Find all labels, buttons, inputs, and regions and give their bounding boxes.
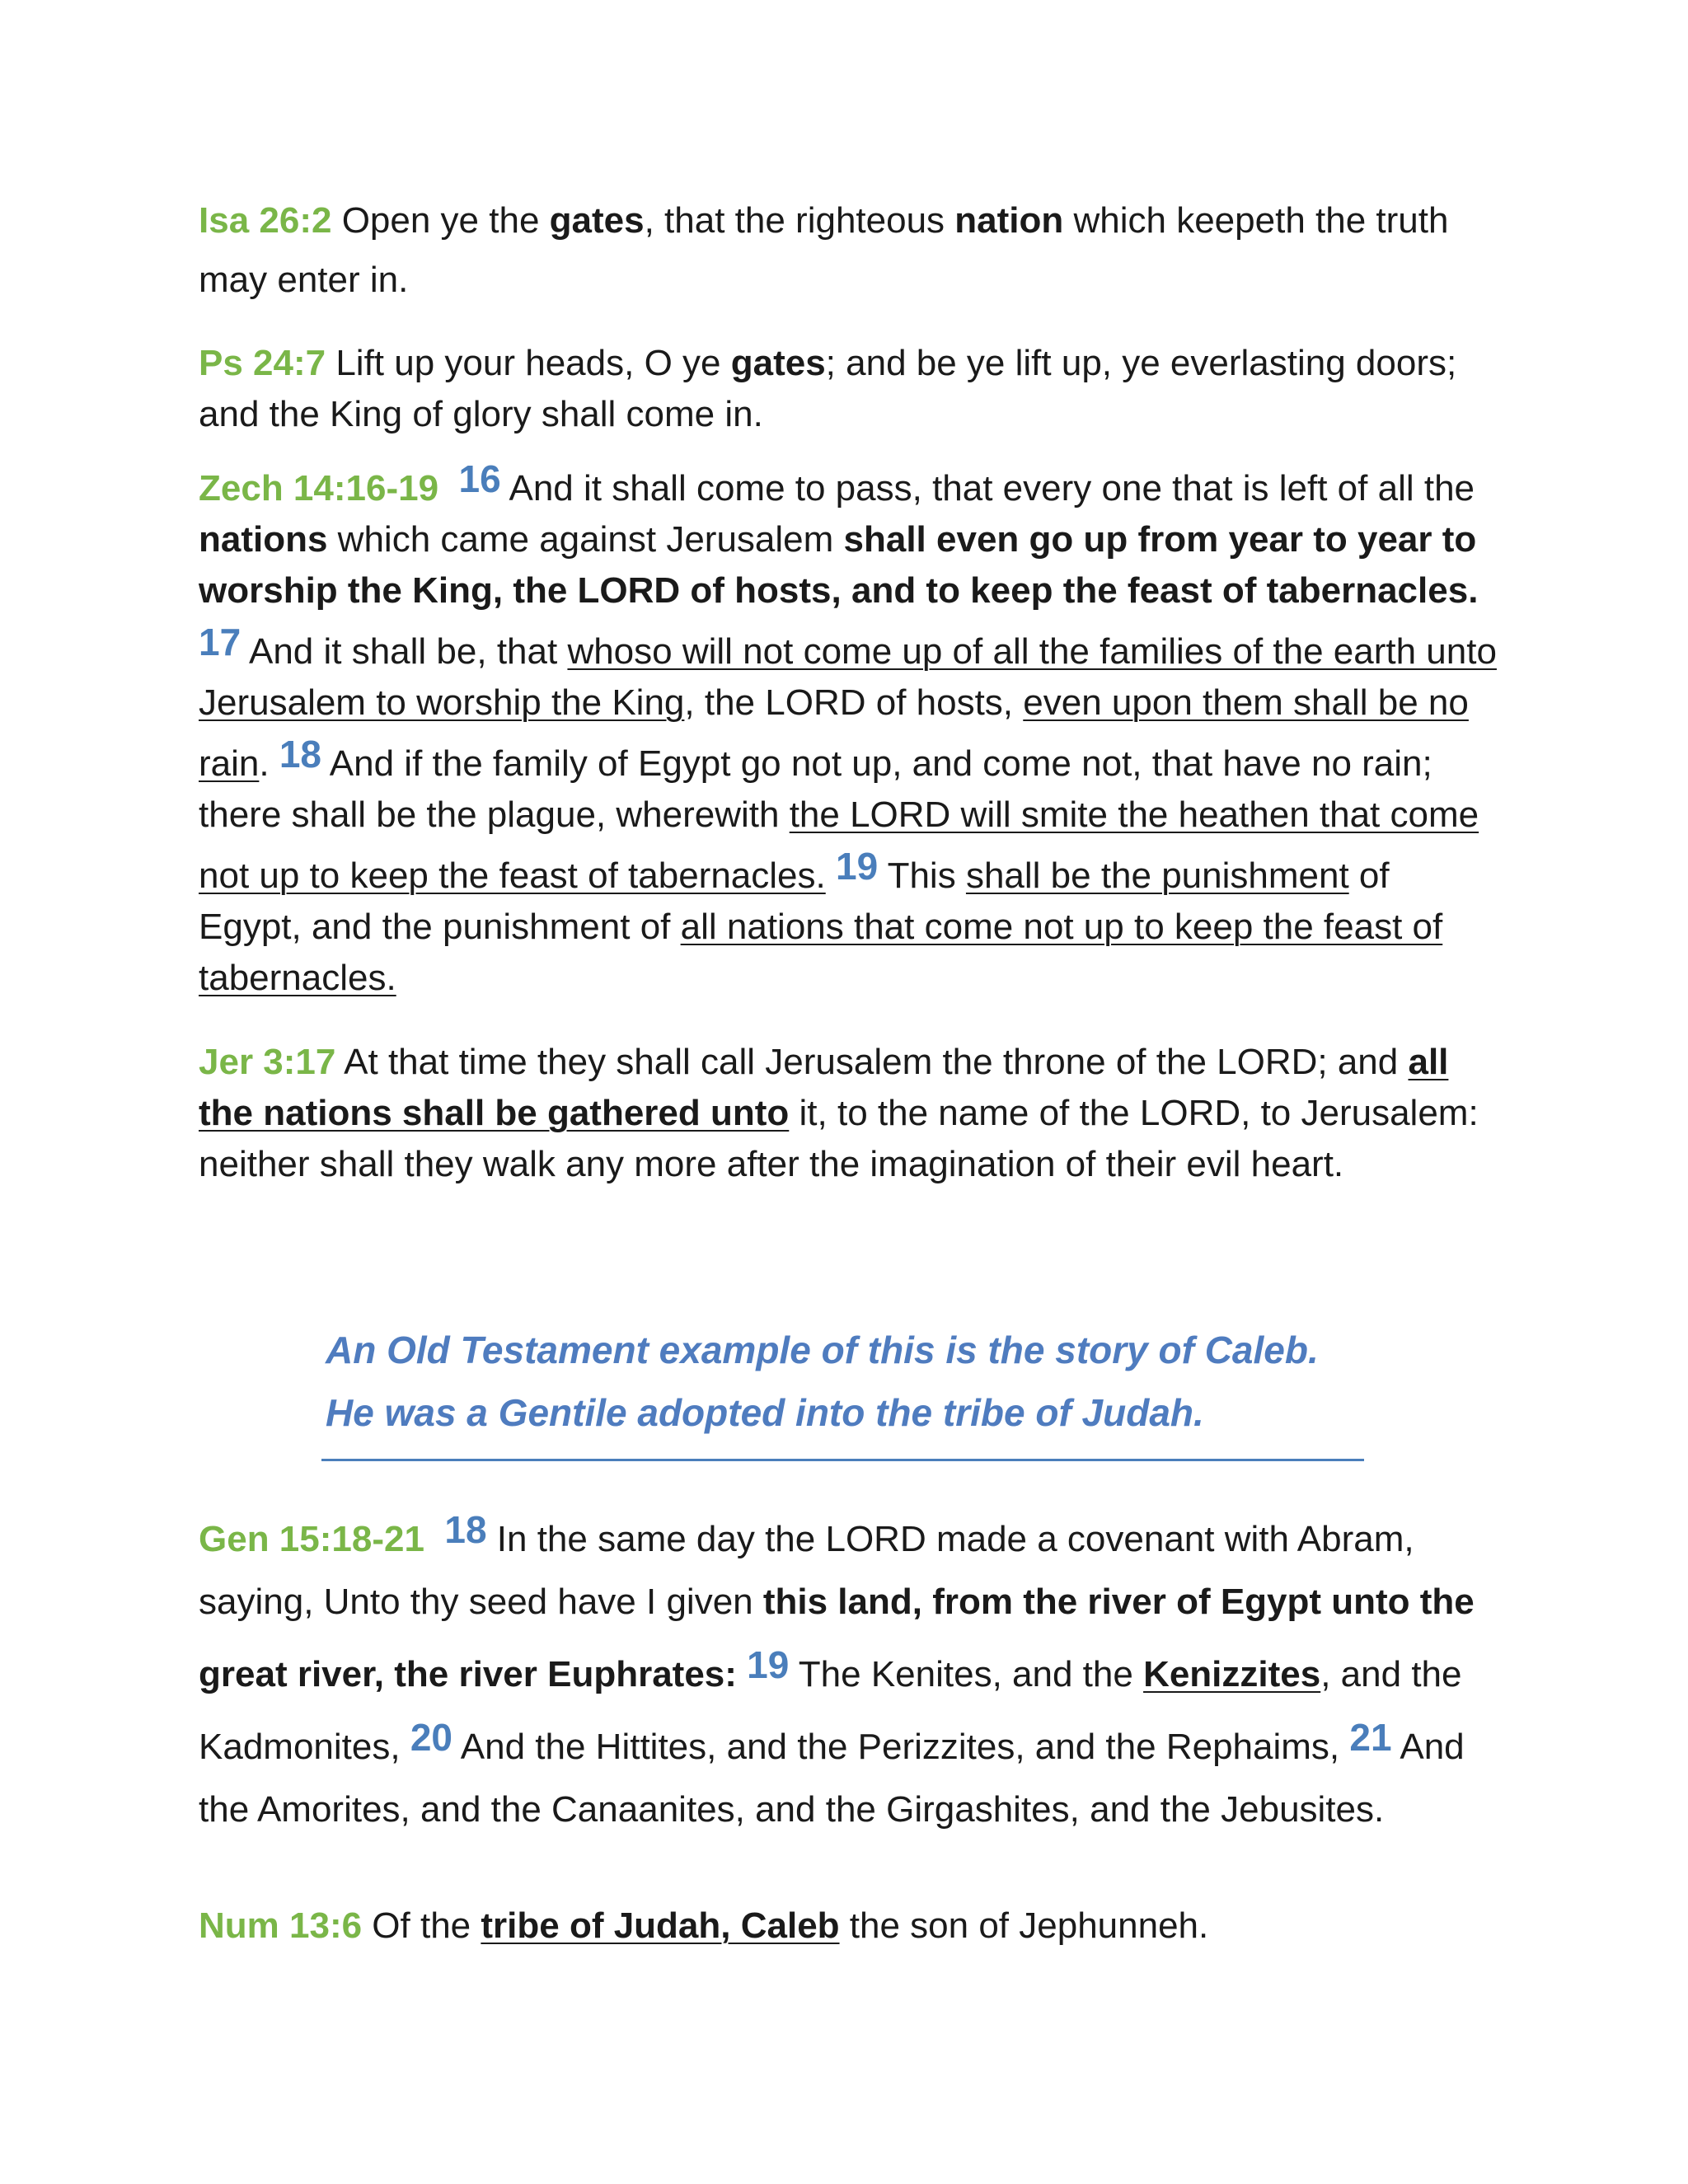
verse-text: And it shall be, that bbox=[241, 631, 568, 672]
verse-number: 19 bbox=[835, 845, 879, 888]
gen-15-18-21-passage bbox=[199, 1498, 1501, 1841]
callout-line: He was a Gentile adopted into the tribe of Judah. bbox=[326, 1391, 1204, 1434]
emphasis-underline: the LORD will smite the heathen that come not up to keep the feast of tabernacles. bbox=[199, 794, 1479, 896]
scripture-reference: Num 13:6 bbox=[199, 1905, 363, 1946]
verse-number: 16 bbox=[458, 457, 501, 500]
emphasis-bold: nations bbox=[199, 519, 328, 560]
verse-text: the son of Jephunneh. bbox=[839, 1905, 1209, 1946]
verse-number: 17 bbox=[199, 621, 241, 663]
ps-24-7-passage bbox=[199, 338, 1501, 440]
emphasis-bold: gates bbox=[549, 200, 645, 241]
verse-text: it, to the name of the LORD, to Jerusalem: neither shall they walk any more after the imagination of their evil heart. bbox=[199, 1093, 1479, 1184]
verse-text: of Egypt, and the punishment of bbox=[199, 855, 1390, 947]
emphasis-bold: shall even go up from year to year to worship the King, the LORD of hosts, and to keep the feast of tabernacles. bbox=[199, 519, 1479, 611]
verse-text: Lift up your heads, O ye bbox=[326, 343, 731, 383]
jer-3-17-passage bbox=[199, 1037, 1501, 1190]
verse-text: , the LORD of hosts, bbox=[684, 682, 1024, 723]
scripture-reference: Isa 26:2 bbox=[199, 200, 332, 241]
verse-text: Open ye the bbox=[331, 200, 550, 241]
verse-text: And if the family of Egypt go not up, and come not, that have no rain; there shall be the plague, wherewith bbox=[199, 743, 1432, 835]
emphasis-bold-underline: tribe of Judah, Caleb bbox=[481, 1905, 840, 1946]
emphasis-underline: whoso will not come up of all the families of the earth unto Jerusalem to worship the King bbox=[199, 631, 1497, 723]
verse-text: The Kenites, and the bbox=[789, 1654, 1144, 1694]
verse-text: Of the bbox=[362, 1905, 481, 1946]
verse-number: 19 bbox=[747, 1643, 790, 1686]
verse-text: And the Amorites, and the Canaanites, and the Girgashites, and the Jebusites. bbox=[199, 1727, 1465, 1830]
callout-divider bbox=[321, 1459, 1364, 1461]
verse-text: This bbox=[878, 855, 966, 896]
verse-text: At that time they shall call Jerusalem the throne of the LORD; and bbox=[335, 1042, 1409, 1082]
emphasis-bold-underline: Kenizzites bbox=[1143, 1654, 1321, 1694]
verse-text: And the Hittites, and the Perizzites, and the Rephaims, bbox=[452, 1727, 1350, 1767]
zech-14-16-19-passage bbox=[199, 453, 1501, 1004]
callout-note bbox=[326, 1319, 1364, 1444]
num-13-6-passage bbox=[199, 1900, 1501, 1952]
verse-text: . bbox=[259, 743, 279, 784]
verse-number: 18 bbox=[444, 1508, 487, 1551]
emphasis-bold: gates bbox=[730, 343, 826, 383]
scripture-reference: Zech 14:16-19 bbox=[199, 468, 439, 509]
callout-line: An Old Testament example of this is the story of Caleb. bbox=[326, 1329, 1319, 1371]
verse-text: ; and be ye lift up, ye everlasting doors; and the King of glory shall come in. bbox=[199, 343, 1457, 434]
verse-text: , that the righteous bbox=[644, 200, 955, 241]
verse-text: which keepeth the truth may enter in. bbox=[199, 200, 1449, 300]
verse-text: In the same day the LORD made a covenant with Abram, saying, Unto thy seed have I given bbox=[199, 1519, 1414, 1622]
verse-text: which came against Jerusalem bbox=[327, 519, 844, 560]
verse-number: 20 bbox=[410, 1716, 452, 1759]
emphasis-underline: all nations that come not up to keep the feast of tabernacles. bbox=[199, 907, 1443, 998]
isa-26-2-passage bbox=[199, 191, 1501, 310]
verse-text: And it shall come to pass, that every one that is left of all the bbox=[500, 468, 1475, 509]
emphasis-bold: this land, from the river of Egypt unto the great river, the river Euphrates: bbox=[199, 1582, 1475, 1694]
emphasis-bold: nation bbox=[954, 200, 1064, 241]
verse-number: 21 bbox=[1349, 1716, 1392, 1759]
emphasis-underline: even upon them shall be no rain bbox=[199, 682, 1469, 784]
scripture-reference: Gen 15:18-21 bbox=[199, 1519, 424, 1559]
verse-number: 18 bbox=[279, 733, 321, 776]
emphasis-underline: shall be the punishment bbox=[965, 855, 1349, 896]
scripture-reference: Ps 24:7 bbox=[199, 343, 326, 383]
verse-text: , and the Kadmonites, bbox=[199, 1654, 1462, 1767]
scripture-reference: Jer 3:17 bbox=[199, 1042, 336, 1082]
emphasis-bold-underline: all the nations shall be gathered unto bbox=[199, 1042, 1449, 1133]
